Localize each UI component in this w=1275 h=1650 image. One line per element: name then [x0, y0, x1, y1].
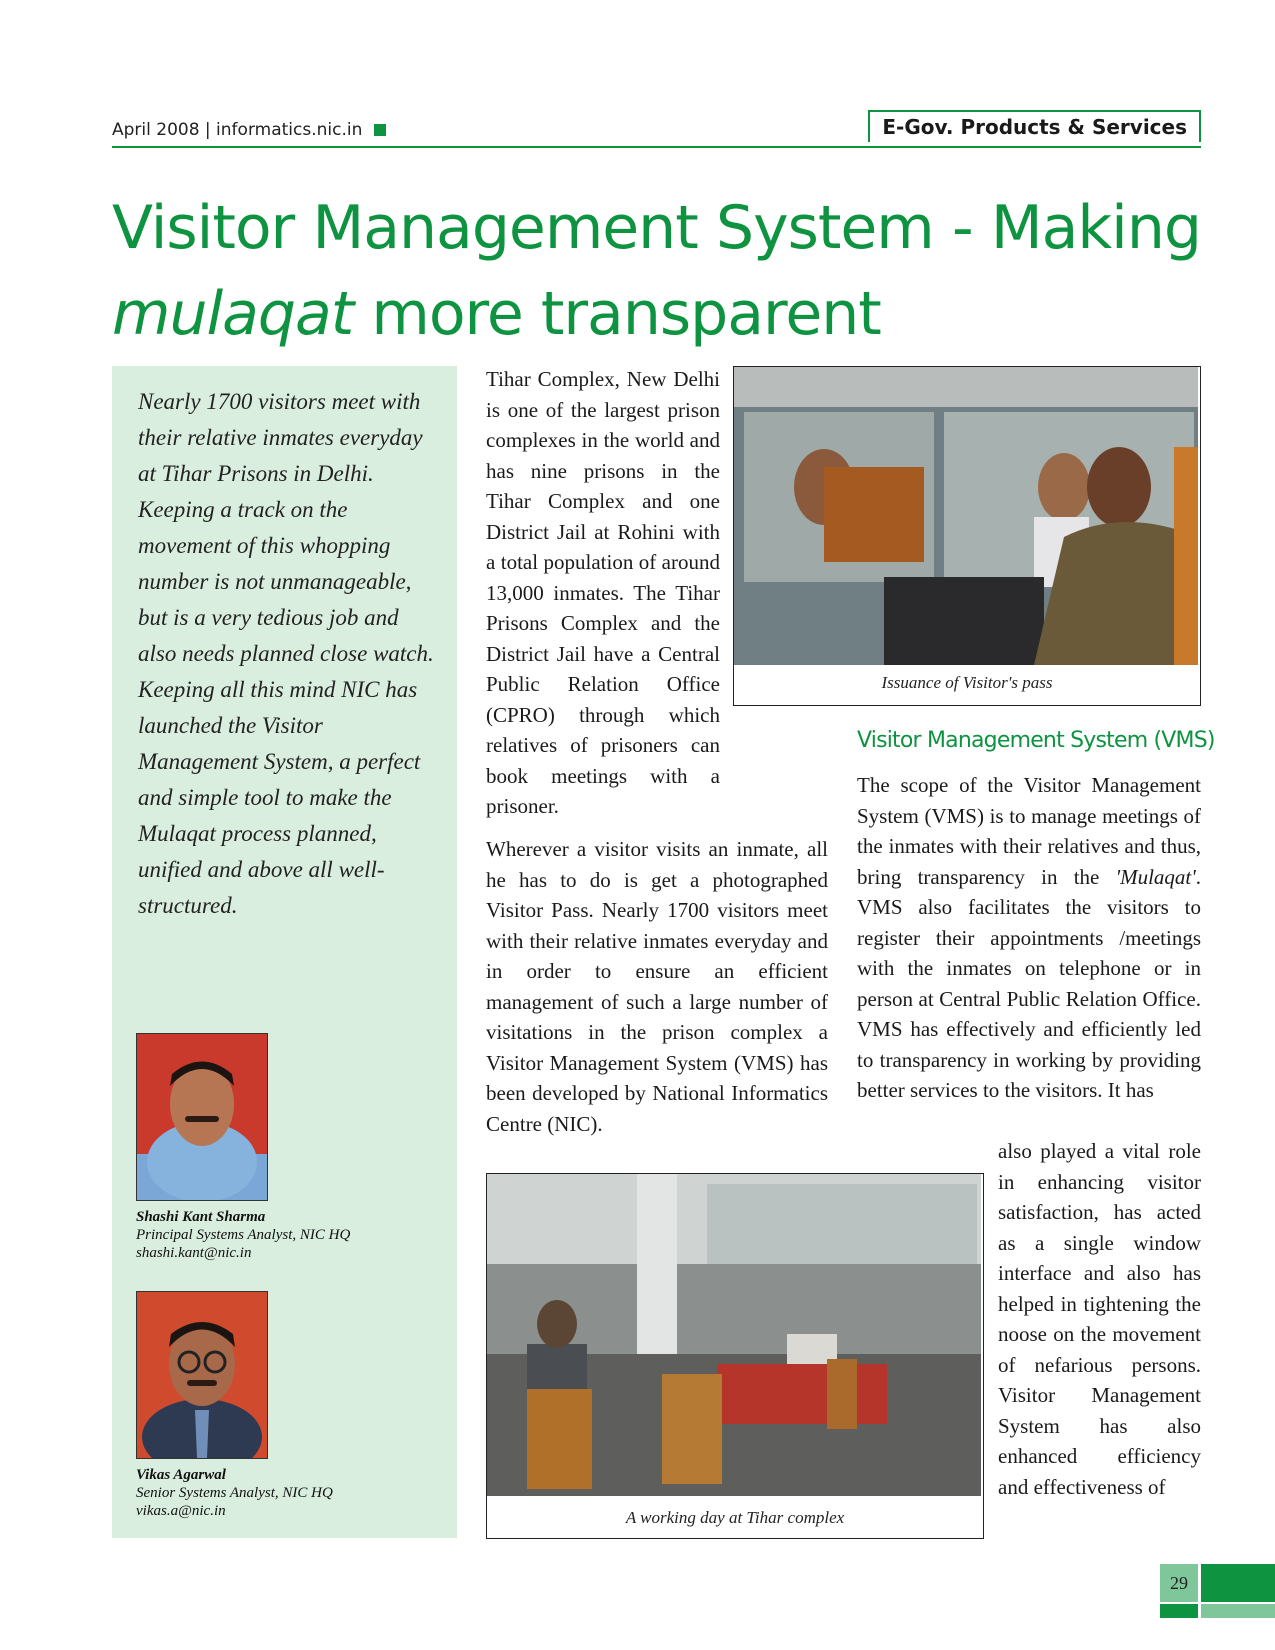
issue-info — [112, 120, 386, 140]
title-italic: mulaqat — [112, 279, 354, 349]
figure-working-day — [486, 1173, 984, 1539]
author-photo-2 — [136, 1291, 268, 1459]
author-info-1 — [136, 1208, 350, 1262]
figure-caption-2: A working day at Tihar complex — [625, 1508, 845, 1527]
issue-text: April 2008 | informatics.nic.in — [112, 120, 363, 140]
author-role: Principal Systems Analyst, NIC HQ — [136, 1227, 351, 1243]
title-word: System — [715, 193, 934, 263]
title-word: - — [951, 193, 973, 263]
vms-text-start: The scope of the Visitor Management System (VMS) is to manage meetings of the inmates with their relatives and thus, bring transparency in the — [857, 773, 1201, 889]
author-role: Senior Systems Analyst, NIC HQ — [136, 1485, 333, 1501]
figure-visitor-pass — [733, 366, 1201, 706]
footer-decor-block — [1160, 1604, 1198, 1618]
vms-heading: Visitor Management System (VMS) — [857, 728, 1215, 753]
figure-caption-1: Issuance of Visitor's pass — [881, 673, 1053, 692]
article-title — [112, 185, 1201, 357]
section-label: E-Gov. Products & Services — [868, 110, 1201, 142]
author-email: shashi.kant@nic.in — [136, 1245, 252, 1261]
footer-decor-block — [1201, 1604, 1275, 1618]
footer-decor-block — [1201, 1564, 1275, 1602]
vms-paragraph-cont: also played a vital role in enhancing visitor satisfaction, has acted as a single window interface and also has helped in tightening the noose on the movement of nefarious persons. Visitor Management System has also enhanced efficiency and effectiveness of — [998, 1139, 1201, 1499]
title-word: Making — [990, 193, 1201, 263]
vms-text-mid: . VMS also facilitates the visitors to register their appointments /meetings with the inmates on telephone or in person at Central Public Relation Office. VMS has effectively and efficiently led to transparency in working by providing better services to the visitors. It has — [857, 864, 1201, 1102]
visitor-pass-photo — [734, 367, 1198, 665]
body-paragraph-2: Wherever a visitor visits an inmate, all he has to do is get a photographed Visitor Pass. Nearly 1700 visitors meet with their relative inmates everyday and in order to ensure an efficient management of such a large number of visitations in the prison complex a Visitor Management System (VMS) has been developed by National Informatics Centre (NIC). — [486, 837, 828, 1136]
sidebar-panel — [112, 366, 457, 1538]
vms-paragraph — [857, 770, 1201, 1106]
author-photo-1 — [136, 1033, 268, 1201]
para1-text: Tihar Complex, New Delhi is one of the largest prison complexes in the world and has nine prisons in the Tihar Complex and one District Jail at Rohini with a total population of around 13,000 inmates. The Tihar Prisons Complex and the District Jail have a Central Public Relation Office (CPRO) through which relatives of prisoners can book meetings with a prisoner. — [486, 367, 720, 818]
vms-text-italic: 'Mulaqat' — [1115, 864, 1196, 889]
title-line-1 — [112, 185, 1201, 271]
header-rule — [112, 146, 1201, 148]
page-number: 29 — [1160, 1564, 1198, 1602]
author-name: Shashi Kant Sharma — [136, 1209, 266, 1225]
author-info-2 — [136, 1466, 333, 1520]
title-rest: more transparent — [353, 279, 881, 349]
green-square-icon — [374, 124, 386, 136]
title-line-2 — [112, 271, 1201, 357]
title-word: Management — [312, 193, 698, 263]
title-word: Visitor — [112, 193, 295, 263]
intro-text: Nearly 1700 visitors meet with their relative inmates everyday at Tihar Prisons in Delhi. Keeping a track on the movement of this whopping number is not unmanageable, but is a very tedious job and also needs planned close watch. Keeping all this mind NIC has launched the Visitor Management System, a perfect and simple tool to make the Mulaqat process planned, unified and above all well-structured. — [138, 389, 434, 918]
author-name: Vikas Agarwal — [136, 1467, 226, 1483]
working-day-photo — [487, 1174, 981, 1496]
body-paragraph-1a — [486, 364, 720, 822]
author-email: vikas.a@nic.in — [136, 1503, 226, 1519]
